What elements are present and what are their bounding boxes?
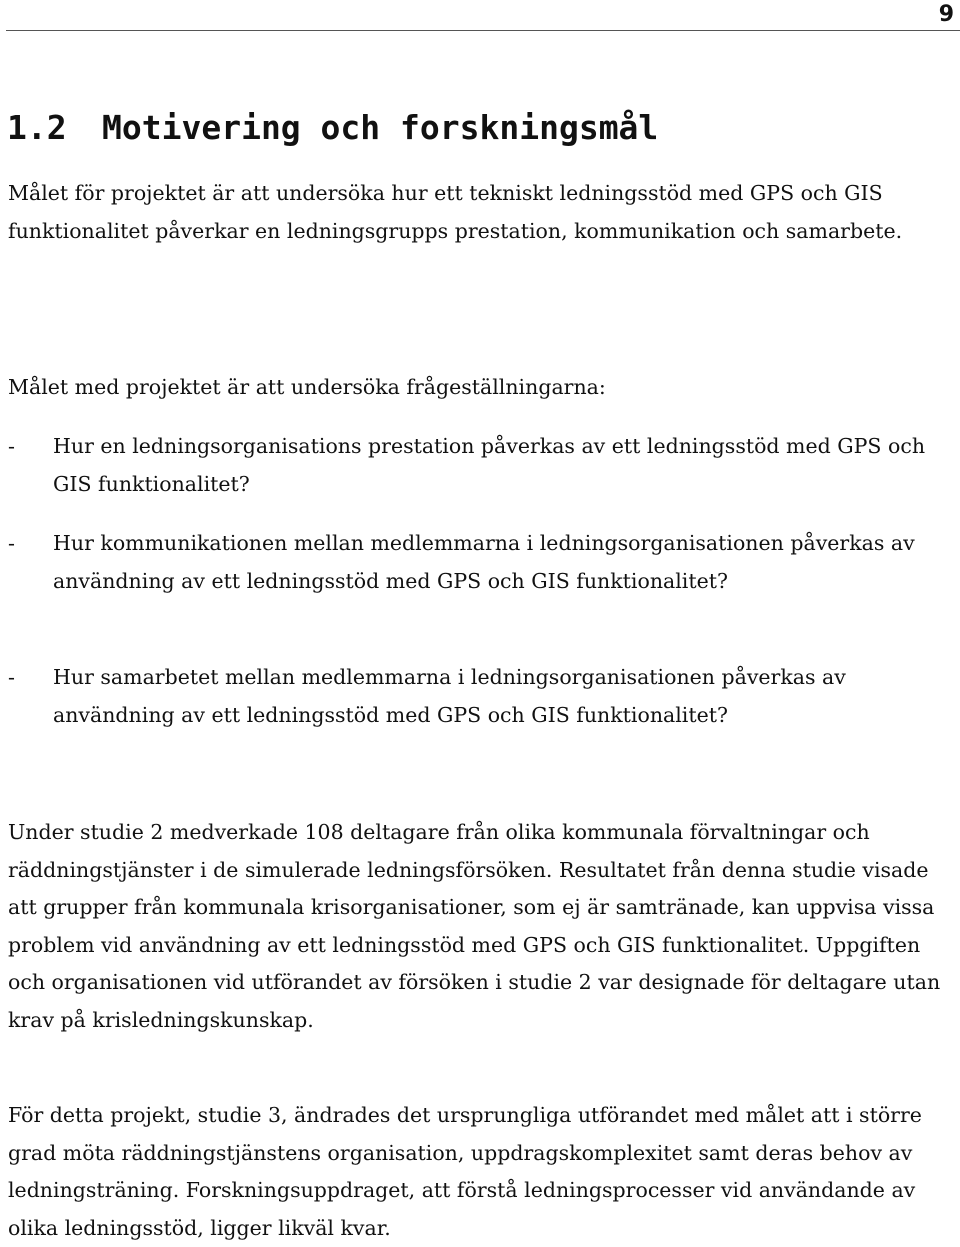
section-number: 1.2 (7, 108, 67, 147)
questions-lead-paragraph: Målet med projektet är att undersöka frågeställningarna: (8, 375, 606, 399)
header-rule (6, 30, 960, 31)
question-text: Hur kommunikationen mellan medlemmarna i ledningsorganisationen påverkas av användning av ett ledningsstöd med GPS och GIS funktionalitet? (53, 531, 915, 593)
page-number: 9 (938, 2, 954, 27)
question-item (8, 525, 958, 600)
question-list-item-3 (8, 659, 958, 734)
question-dash: - (8, 665, 15, 689)
question-list-item-1 (8, 428, 958, 503)
studie3-paragraph: För detta projekt, studie 3, ändrades det ursprungliga utförandet med målet att i större grad möta räddningstjänstens organisation, uppdragskomplexitet samt deras behov av ledningsträning. Forskningsuppdraget, att förstå ledningsprocesser vid användande av olika ledningsstöd, ligger likväl kvar. (8, 1103, 922, 1240)
section-heading (7, 106, 658, 150)
studie2-paragraph: Under studie 2 medverkade 108 deltagare från olika kommunala förvaltningar och räddningstjänster i de simulerade ledningsförsöken. Resultatet från denna studie visade att grupper från kommunala krisorganisationer, som ej är samtränade, kan uppvisa vissa problem vid användning av ett ledningsstöd med GPS och GIS funktionalitet. Uppgiften och organisationen vid utförandet av försöken i studie 2 var designade för deltagare utan krav på krisledningskunskap. (8, 820, 941, 1032)
question-list-item-2 (8, 525, 958, 600)
section-title: Motivering och forskningsmål (102, 108, 659, 147)
question-dash: - (8, 434, 15, 458)
question-item (8, 659, 958, 734)
question-item (8, 428, 958, 503)
question-text: Hur en ledningsorganisations prestation påverkas av ett ledningsstöd med GPS och GIS funktionalitet? (53, 434, 926, 496)
intro-paragraph: Målet för projektet är att undersöka hur ett tekniskt ledningsstöd med GPS och GIS funktionalitet påverkar en ledningsgrupps prestation, kommunikation och samarbete. (8, 181, 903, 243)
question-text: Hur samarbetet mellan medlemmarna i ledningsorganisationen påverkas av användning av ett ledningsstöd med GPS och GIS funktionalitet? (53, 665, 846, 727)
question-dash: - (8, 531, 15, 555)
